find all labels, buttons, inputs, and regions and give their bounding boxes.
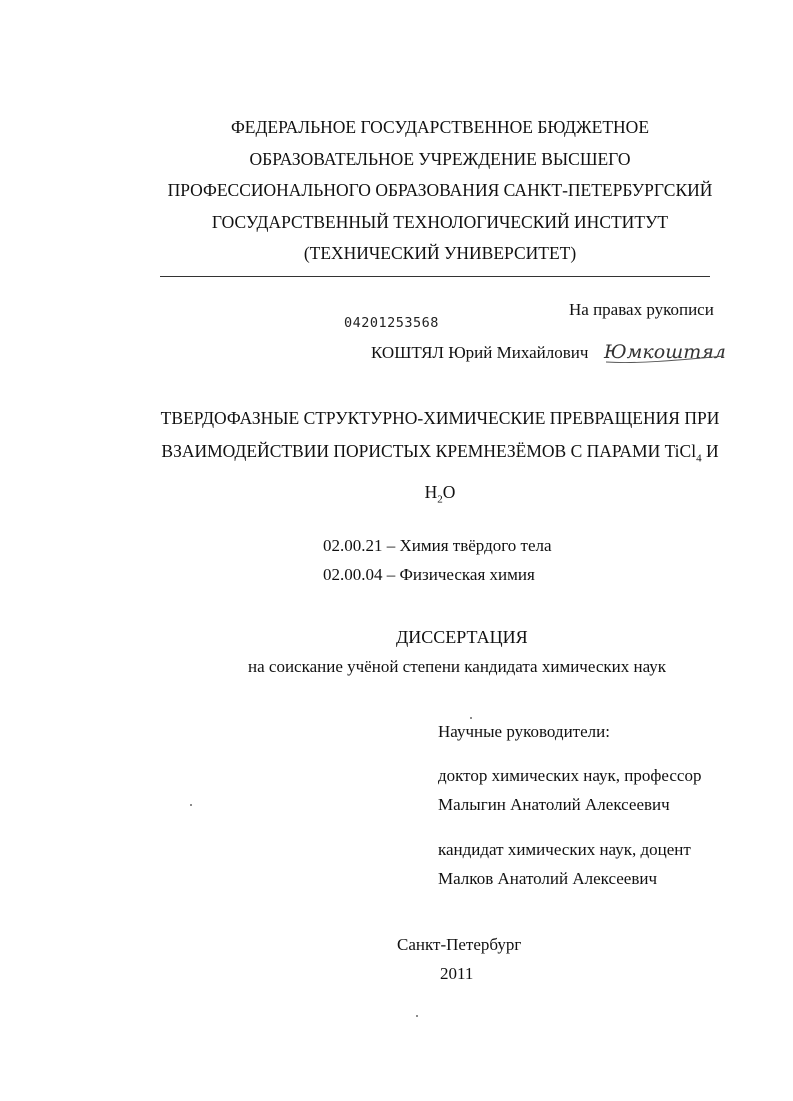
document-type: ДИССЕРТАЦИЯ [396, 627, 528, 647]
scan-speck [416, 1015, 418, 1017]
specialty-1: 02.00.21 – Химия твёрдого тела [323, 536, 552, 555]
supervisor-1-name: Малыгин Анатолий Алексеевич [438, 795, 670, 814]
supervisor-1-title: доктор химических наук, профессор [438, 766, 702, 785]
institution-line-5: (ТЕХНИЧЕСКИЙ УНИВЕРСИТЕТ) [303, 243, 577, 263]
year: 2011 [440, 964, 474, 983]
degree-statement: на соискание учёной степени кандидата химических наук [248, 657, 667, 676]
header-divider [160, 276, 710, 277]
author-name: КОШТЯЛ Юрий Михайлович [371, 343, 589, 362]
supervisors-heading: Научные руководители: [438, 722, 610, 741]
institution-line-3: ПРОФЕССИОНАЛЬНОГО ОБРАЗОВАНИЯ САНКТ-ПЕТЕРБУРГСКИЙ [167, 180, 713, 200]
title-line-2-text: ВЗАИМОДЕЙСТВИИ ПОРИСТЫХ КРЕМНЕЗЁМОВ С ПАРАМИ TiCl [161, 441, 697, 461]
scan-speck [190, 804, 192, 806]
title-line-3 [140, 476, 740, 517]
supervisor-2-name: Малков Анатолий Алексеевич [438, 869, 658, 888]
title-line-2 [140, 435, 740, 476]
city: Санкт-Петербург [397, 935, 522, 954]
title-line-2-end: И [701, 441, 719, 461]
title-line-3-end: O [442, 481, 456, 502]
title-line-3-text: H [424, 481, 438, 502]
manuscript-rights: На правах рукописи [569, 300, 714, 319]
document-number-stamp: 04201253568 [344, 315, 439, 331]
institution-line-2: ОБРАЗОВАТЕЛЬНОЕ УЧРЕЖДЕНИЕ ВЫСШЕГО [249, 148, 631, 169]
title-subscript-4: 4 [696, 452, 702, 465]
institution-line-4: ГОСУДАРСТВЕННЫЙ ТЕХНОЛОГИЧЕСКИЙ ИНСТИТУТ [211, 211, 669, 232]
institution-line-1: ФЕДЕРАЛЬНОЕ ГОСУДАРСТВЕННОЕ БЮДЖЕТНОЕ [230, 117, 650, 137]
author-signature [600, 336, 730, 368]
institution-name [160, 112, 720, 270]
supervisor-2-title: кандидат химических наук, доцент [438, 840, 691, 859]
title-subscript-2: 2 [437, 493, 443, 505]
dissertation-title [140, 402, 740, 516]
scan-speck [470, 717, 472, 719]
title-line-1: ТВЕРДОФАЗНЫЕ СТРУКТУРНО-ХИМИЧЕСКИЕ ПРЕВРАЩЕНИЯ ПРИ [160, 408, 720, 428]
author-signature-text: Юмкоштял [604, 341, 726, 363]
specialty-2: 02.00.04 – Физическая химия [323, 565, 535, 584]
